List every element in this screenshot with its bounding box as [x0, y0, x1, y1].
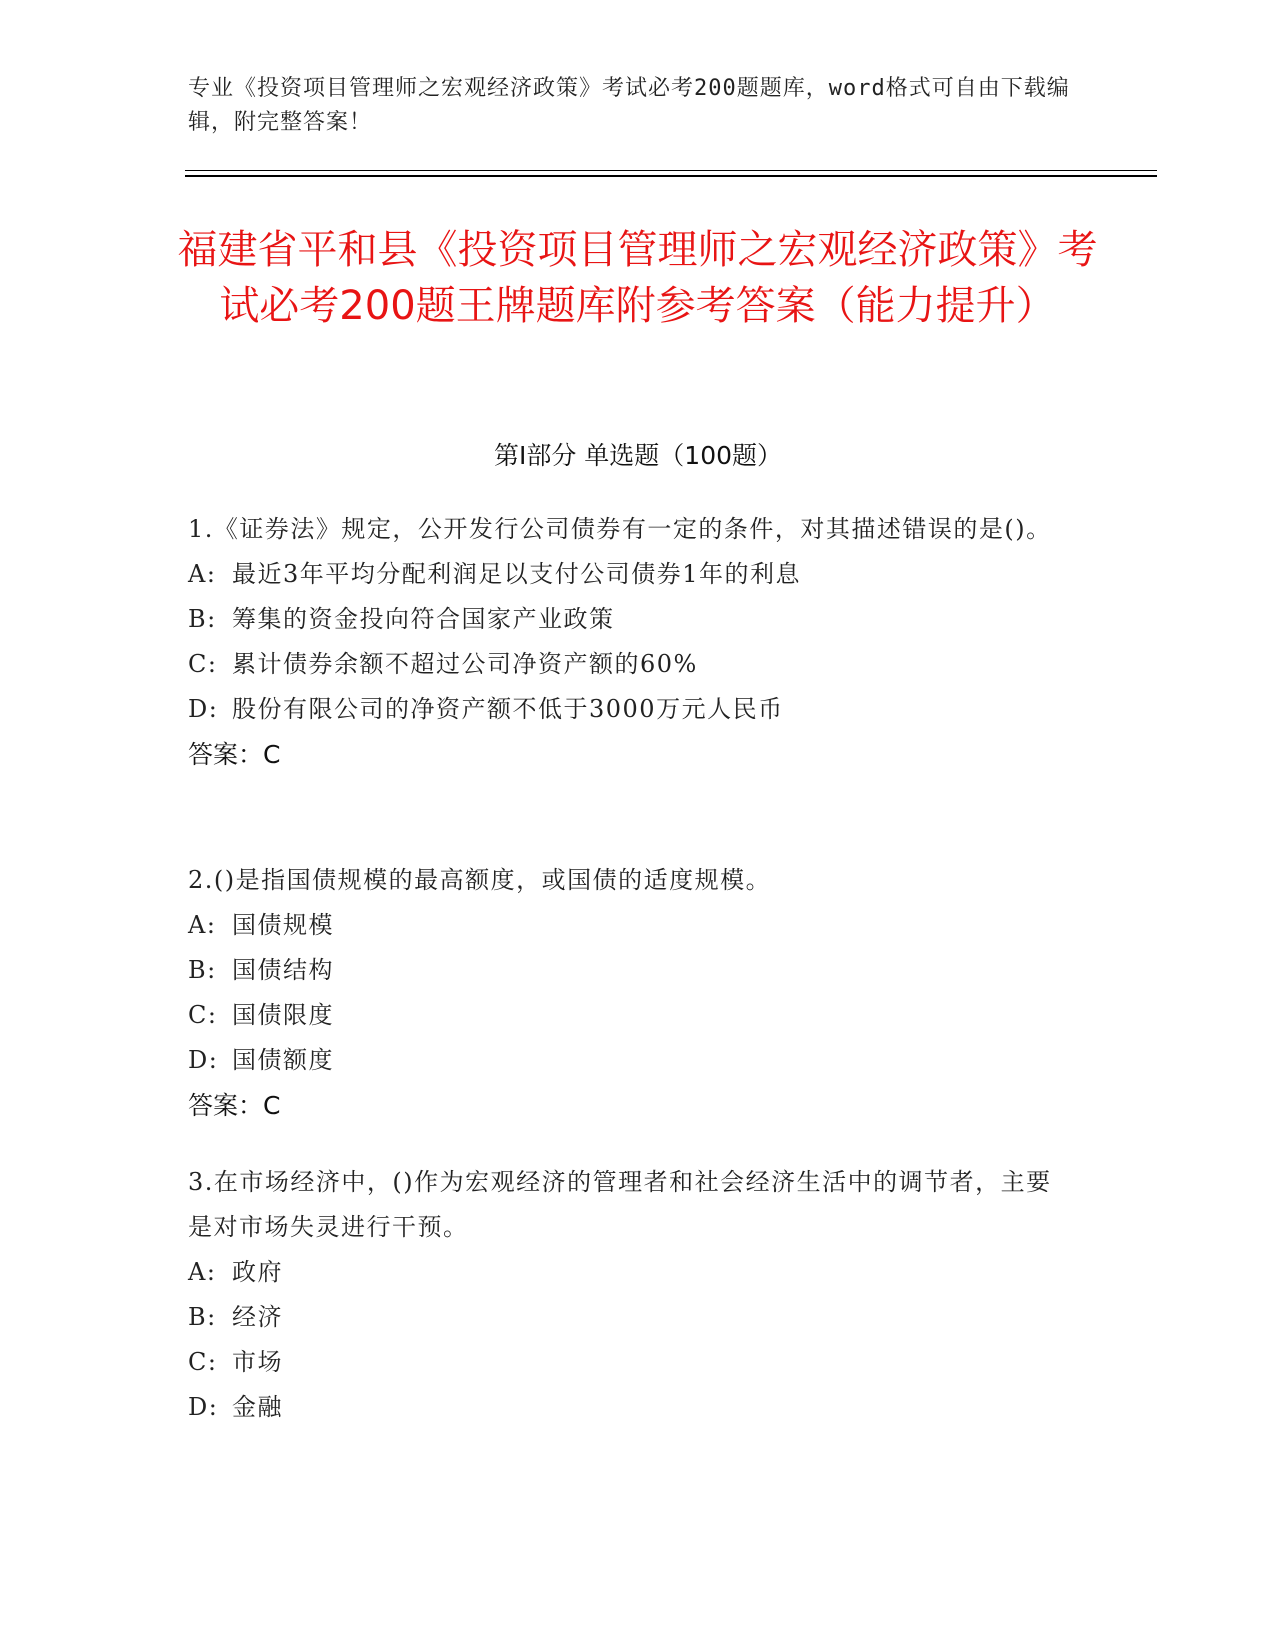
option-text: 国债额度 [232, 1046, 334, 1074]
option-a [188, 1250, 1068, 1295]
option-d [188, 687, 1068, 732]
option-letter: B: [188, 605, 217, 633]
option-letter: A: [188, 560, 217, 588]
option-text: 国债结构 [232, 956, 334, 984]
option-letter: D: [188, 1046, 219, 1074]
answer-line: 答案：C [188, 1091, 281, 1120]
document-title: 福建省平和县《投资项目管理师之宏观经济政策》考试必考200题王牌题库附参考答案（能力提升） [177, 227, 1098, 329]
option-letter: A: [188, 911, 217, 939]
option-letter: D: [188, 1393, 219, 1421]
question-2 [188, 858, 1068, 1128]
option-text: 经济 [232, 1303, 283, 1331]
option-letter: B: [188, 956, 217, 984]
option-letter: C: [188, 650, 218, 678]
option-text: 累计债券余额不超过公司净资产额的60% [232, 650, 698, 678]
option-letter: C: [188, 1348, 218, 1376]
question-3 [188, 1160, 1068, 1430]
question-stem: 3.在市场经济中，()作为宏观经济的管理者和社会经济生活中的调节者，主要是对市场失灵进行干预。 [188, 1168, 1052, 1241]
option-c [188, 642, 1068, 687]
option-text: 最近3年平均分配利润足以支付公司债券1年的利息 [232, 560, 802, 588]
option-text: 政府 [232, 1258, 283, 1286]
option-letter: C: [188, 1001, 218, 1029]
question-stem: 2.()是指国债规模的最高额度，或国债的适度规模。 [188, 866, 772, 894]
answer-line: 答案：C [188, 740, 281, 769]
header-note: 专业《投资项目管理师之宏观经济政策》考试必考200题题库，word格式可自由下载编辑，附完整答案！ [188, 76, 1070, 135]
option-b [188, 948, 1068, 993]
header-rule-thin [185, 170, 1157, 171]
option-c [188, 993, 1068, 1038]
option-text: 市场 [232, 1348, 283, 1376]
option-a [188, 903, 1068, 948]
option-text: 股份有限公司的净资产额不低于3000万元人民币 [232, 695, 784, 723]
question-1 [188, 507, 1068, 777]
option-letter: A: [188, 1258, 217, 1286]
option-d [188, 1385, 1068, 1430]
option-text: 金融 [232, 1393, 283, 1421]
section-heading: 第I部分 单选题（100题） [493, 441, 783, 470]
header-rule-thick [185, 175, 1157, 177]
option-letter: B: [188, 1303, 217, 1331]
option-b [188, 1295, 1068, 1340]
question-stem: 1.《证券法》规定，公开发行公司债券有一定的条件，对其描述错误的是()。 [188, 515, 1052, 543]
option-d [188, 1038, 1068, 1083]
option-a [188, 552, 1068, 597]
option-letter: D: [188, 695, 219, 723]
option-c [188, 1340, 1068, 1385]
option-text: 国债规模 [232, 911, 334, 939]
option-b [188, 597, 1068, 642]
option-text: 筹集的资金投向符合国家产业政策 [232, 605, 615, 633]
option-text: 国债限度 [232, 1001, 334, 1029]
